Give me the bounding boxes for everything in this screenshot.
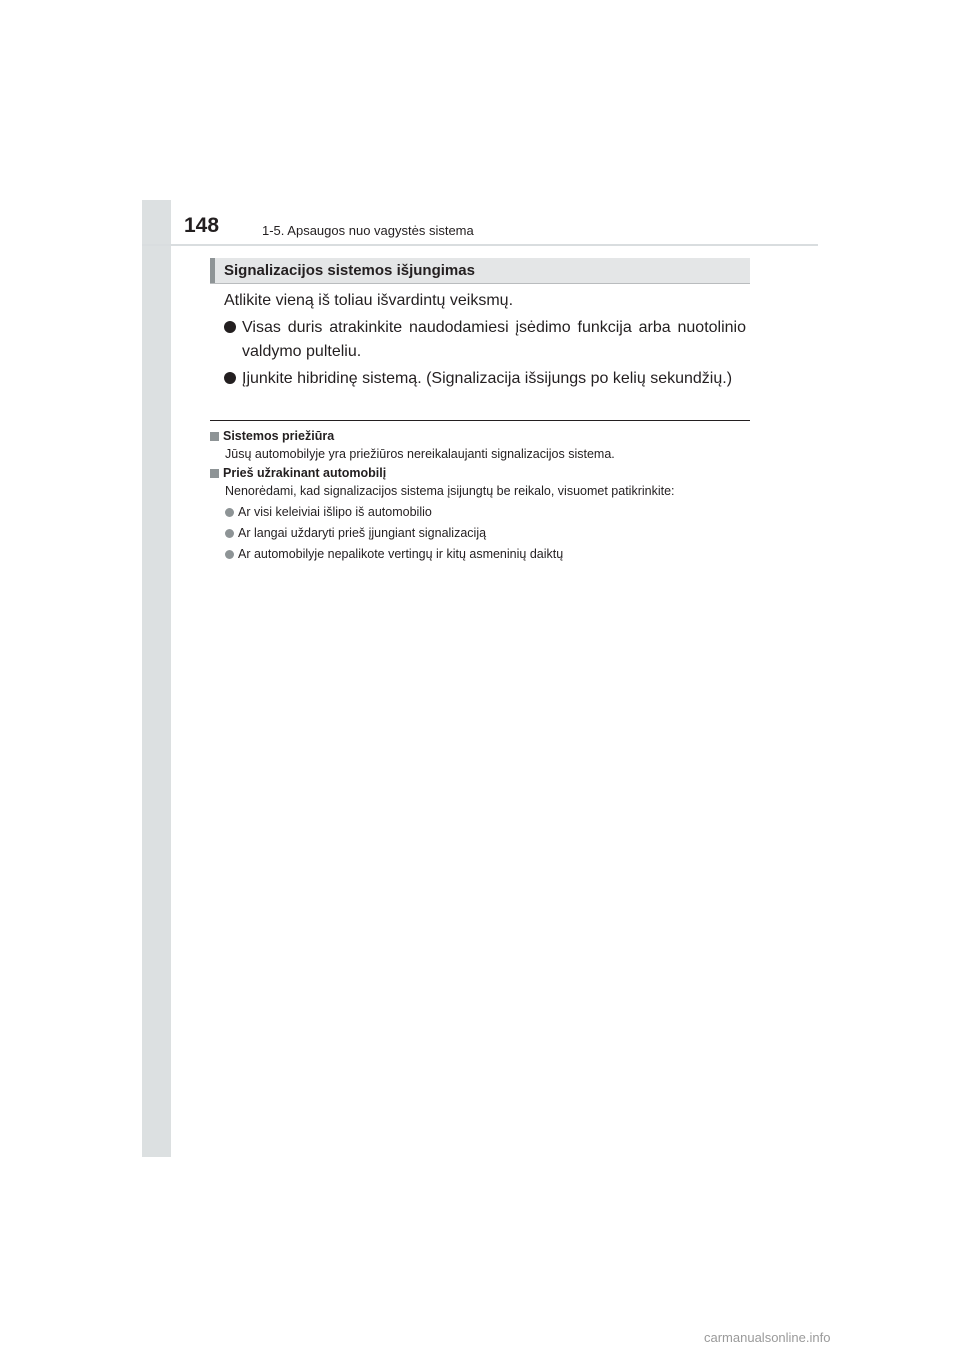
notes-section bbox=[210, 427, 746, 568]
note-list-item-text: Ar visi keleiviai išlipo iš automobilio bbox=[238, 505, 432, 519]
note-title-text: Prieš užrakinant automobilį bbox=[223, 466, 387, 480]
section-heading bbox=[210, 258, 750, 284]
intro-text: Atlikite vieną iš toliau išvardintų veiksmų. bbox=[224, 292, 514, 309]
note-list-item bbox=[210, 526, 746, 541]
header-rule bbox=[142, 244, 818, 246]
section-title: 1-5. Apsaugos nuo vagystės sistema bbox=[262, 223, 474, 238]
bullet-icon bbox=[224, 321, 236, 333]
note-list-item-text: Ar langai uždaryti prieš įjungiant signalizaciją bbox=[238, 526, 487, 540]
page-number: 148 bbox=[184, 214, 220, 237]
heading-accent bbox=[210, 258, 215, 283]
section-heading-text: Signalizacijos sistemos išjungimas bbox=[224, 262, 475, 279]
note-title-before-locking bbox=[210, 466, 746, 481]
list-item bbox=[224, 316, 746, 364]
bullet-icon bbox=[225, 529, 234, 538]
list-item-text: Visas duris atrakinkite naudodamiesi įsėdimo funkcija arba nuotolinio valdymo pulteliu. bbox=[242, 319, 746, 360]
square-icon bbox=[210, 469, 219, 478]
bullet-icon bbox=[225, 550, 234, 559]
note-text: Nenorėdami, kad signalizacijos sistema įsijungtų be reikalo, visuomet patikrinkite: bbox=[225, 484, 675, 498]
list-item-text: Įjunkite hibridinę sistemą. (Signalizacija išsijungs po kelių sekundžių.) bbox=[242, 370, 733, 387]
note-list-item bbox=[210, 505, 746, 520]
note-title-text: Sistemos priežiūra bbox=[223, 429, 335, 443]
list-item bbox=[224, 367, 746, 391]
main-content bbox=[224, 289, 746, 394]
square-icon bbox=[210, 432, 219, 441]
note-list-item-text: Ar automobilyje nepalikote vertingų ir kitų asmeninių daiktų bbox=[238, 547, 564, 561]
bullet-icon bbox=[225, 508, 234, 517]
note-list-item bbox=[210, 547, 746, 562]
watermark: carmanualsonline.info bbox=[704, 1330, 831, 1345]
section-divider bbox=[210, 420, 750, 421]
note-title-maintenance bbox=[210, 429, 746, 444]
bullet-icon bbox=[224, 372, 236, 384]
note-text: Jūsų automobilyje yra priežiūros nereikalaujanti signalizacijos sistema. bbox=[225, 447, 615, 461]
page-side-tab bbox=[142, 200, 171, 1157]
